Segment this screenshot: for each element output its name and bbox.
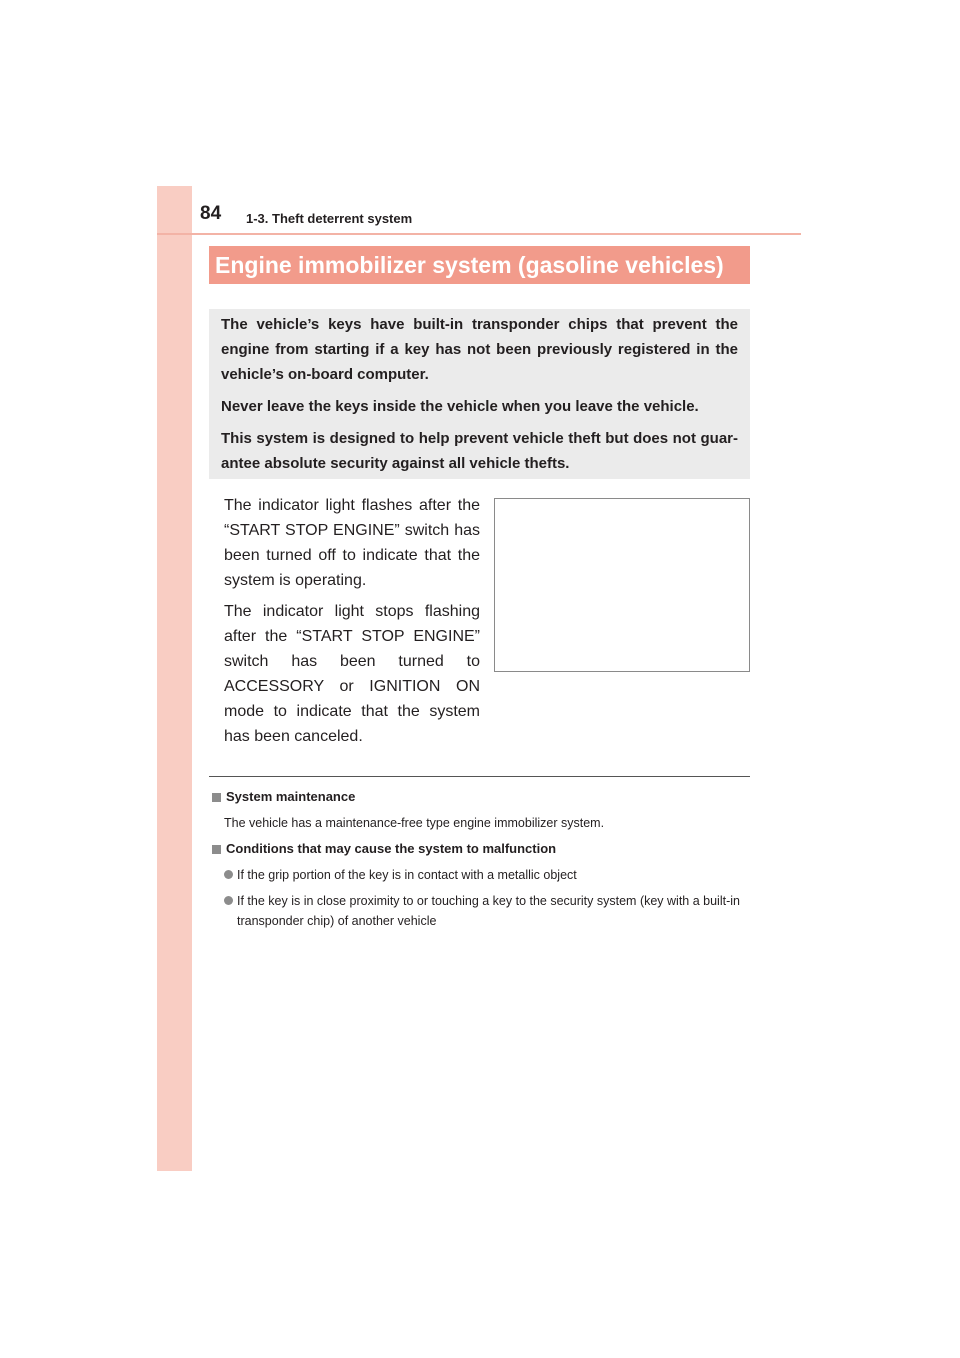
body-paragraph-1: The indicator light flashes after the “START STOP ENGINE” switch has been turned off to indicate that the system is operating. [224,497,480,589]
page-number: 84 [200,203,222,224]
intro-paragraph: The vehicle’s keys have built-in transponder chips that prevent the engine from starting if a key has not been previously registered in the vehicle’s on-board computer. [221,316,738,383]
indicator-figure [494,498,750,672]
note-heading-text: System maintenance [226,789,356,804]
square-bullet-icon [212,793,221,802]
list-item-text: If the grip portion of the key is in contact with a metallic object [237,868,577,882]
body-paragraph-2: The indicator light stops flashing after the “START STOP ENGINE” switch has been turned to ACCESSORY or IGNITION ON mode to indicate that the system has been canceled. [224,603,480,745]
body-text [224,493,480,755]
header-rule [157,233,801,235]
note-heading-malfunction [209,839,754,859]
intro-warning: Never leave the keys inside the vehicle when you leave the vehicle. [221,398,699,415]
section-title-bar [209,246,750,284]
circle-bullet-icon [224,870,233,879]
intro-box [209,309,750,479]
intro-disclaimer: This system is designed to help prevent vehicle theft but does not guar-antee absolute security against all vehicle thefts. [221,430,738,472]
page-title: Engine immobilizer system (gasoline vehicles) [215,251,724,278]
list-item [224,865,754,885]
section-divider [209,776,750,777]
notes-section [209,787,754,937]
note-heading-maintenance [209,787,754,807]
section-label: 1-3. Theft deterrent system [246,211,413,226]
square-bullet-icon [212,845,221,854]
list-item-text: If the key is in close proximity to or touching a key to the security system (key with a built-in transponder chip) of another vehicle [237,894,740,928]
circle-bullet-icon [224,896,233,905]
side-color-band [157,186,192,1171]
list-item [224,891,754,931]
note-text-maintenance: The vehicle has a maintenance-free type engine immobilizer system. [224,816,605,830]
note-heading-text: Conditions that may cause the system to malfunction [226,841,557,856]
